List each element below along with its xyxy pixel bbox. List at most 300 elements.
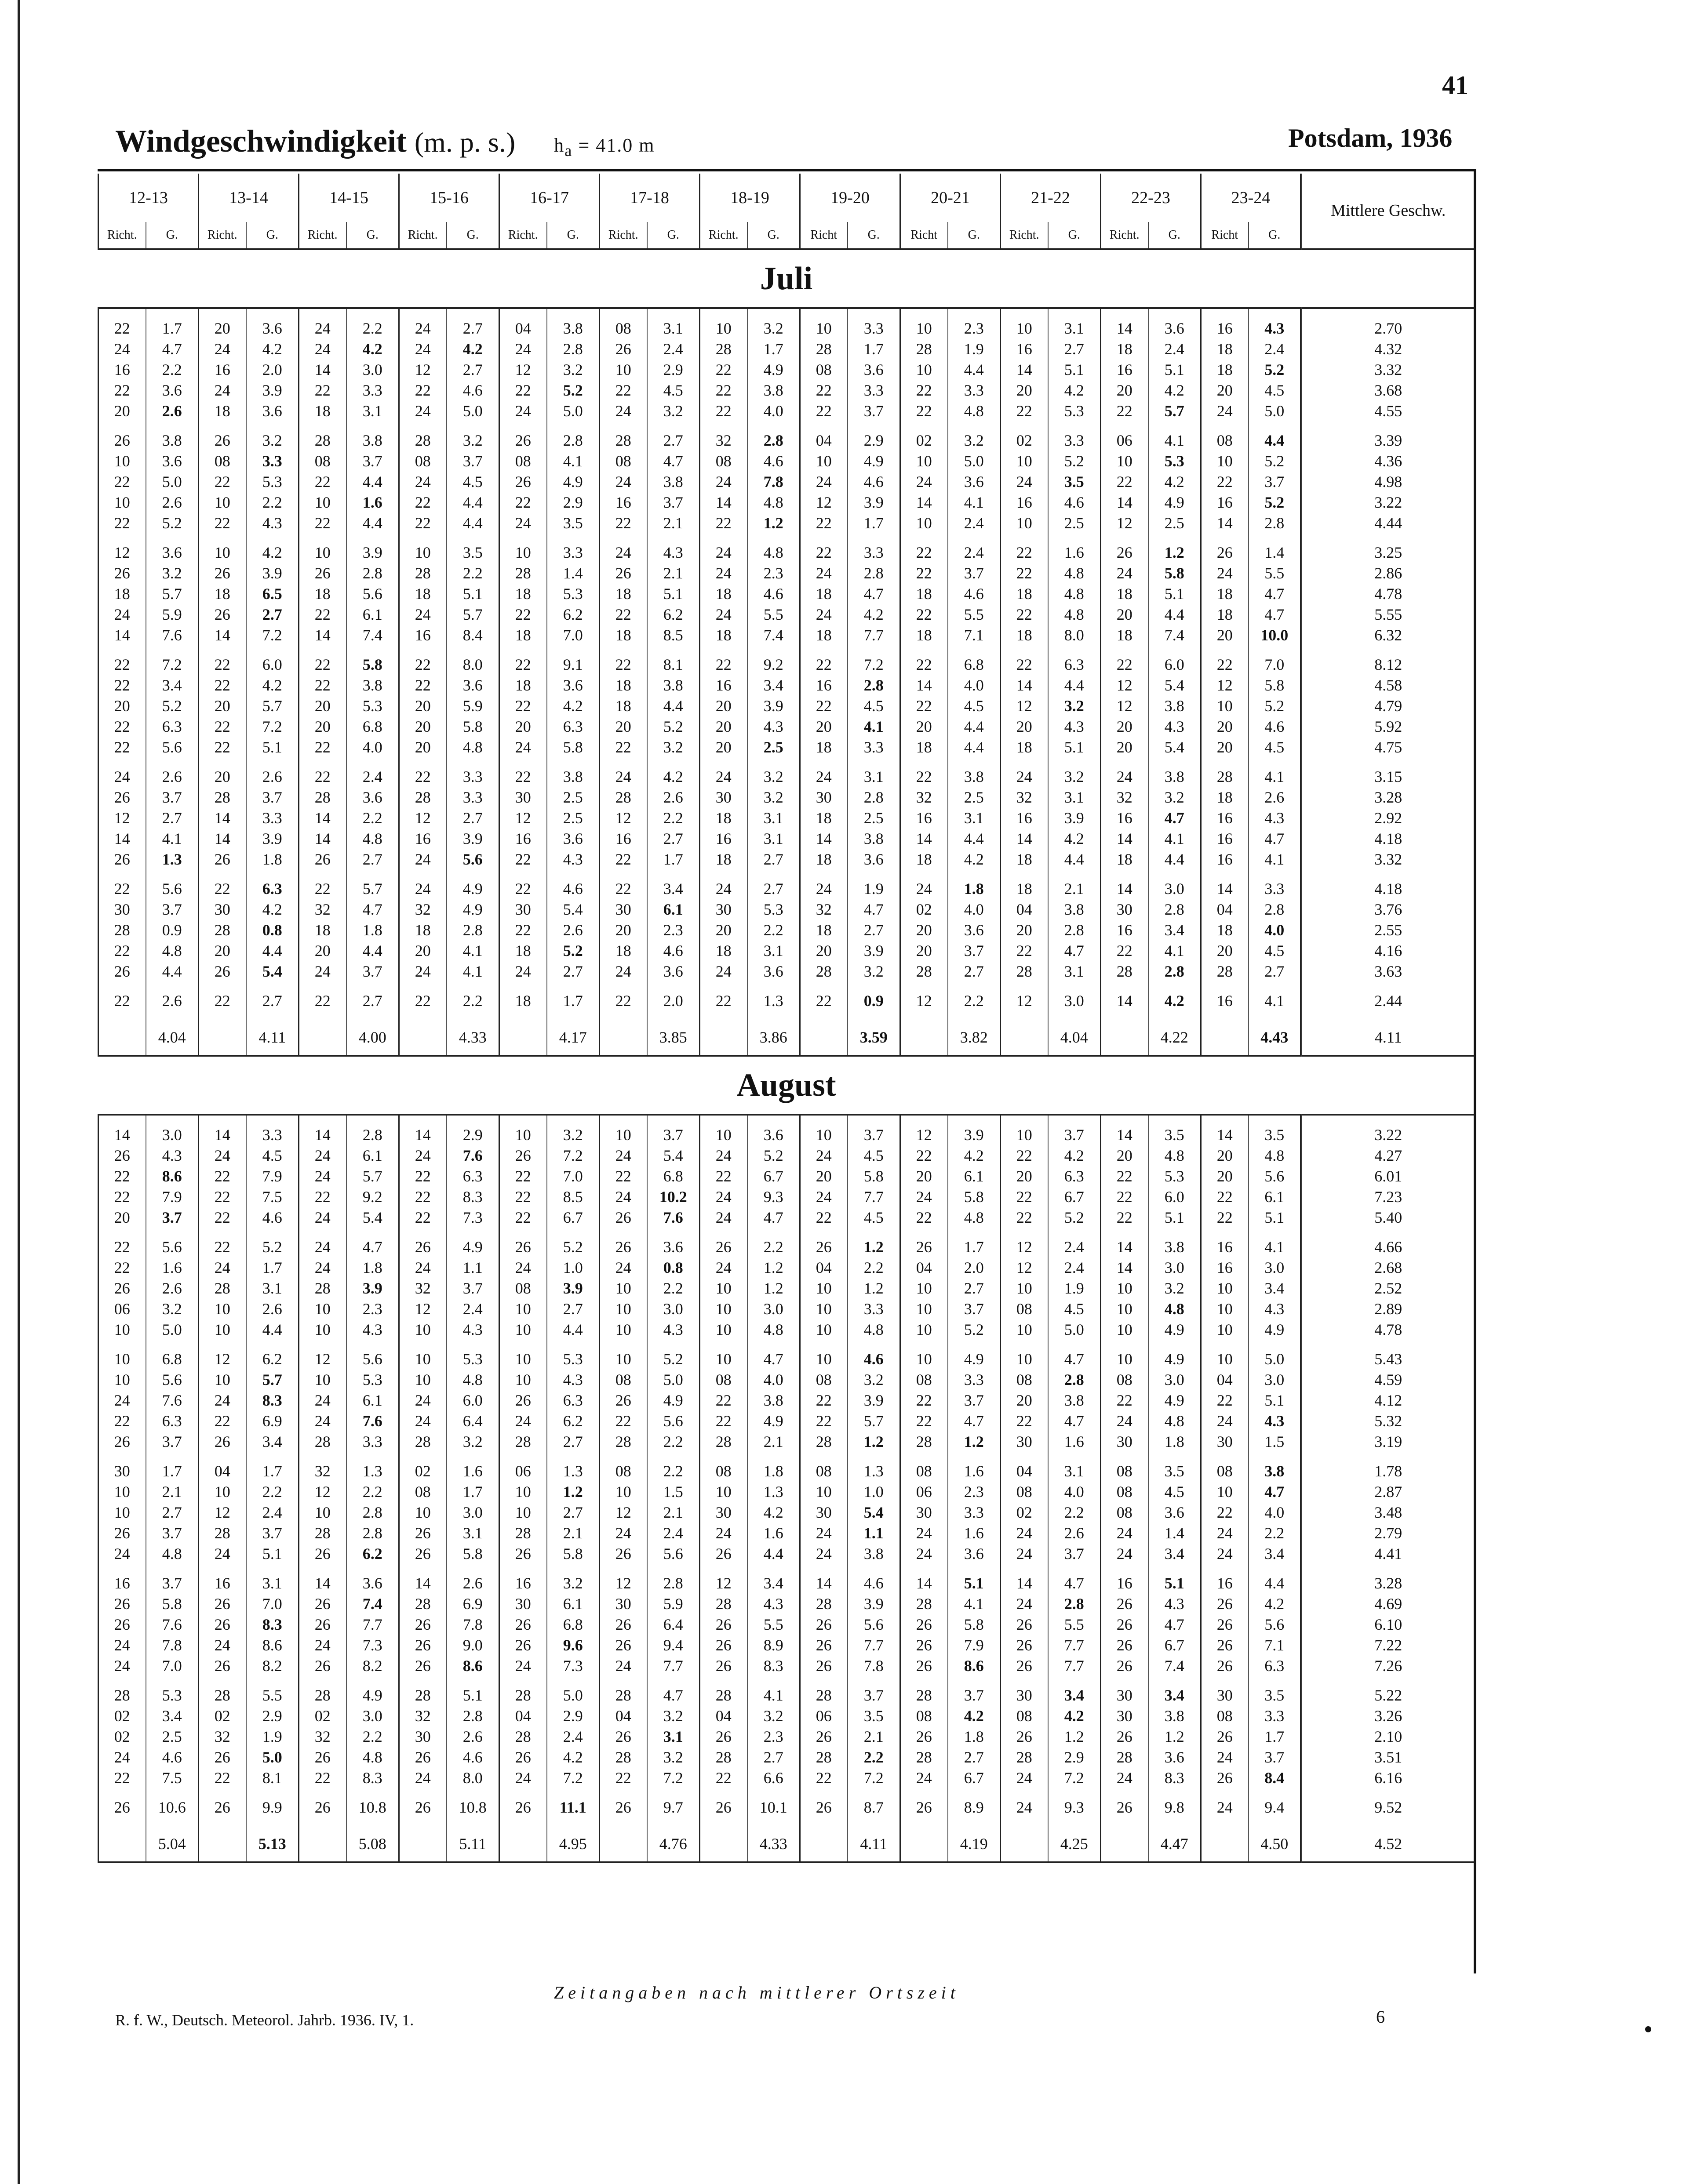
speed-cell: 2.7 (447, 318, 499, 338)
speed-cell: 5.2 (547, 1236, 600, 1257)
direction-cell: 30 (1201, 1685, 1249, 1705)
speed-cell: 5.4 (246, 961, 299, 981)
direction-cell: 28 (499, 1523, 547, 1543)
gap-cell (399, 1228, 447, 1236)
speed-cell: 4.1 (848, 716, 900, 737)
speed-cell: 1.4 (1148, 1523, 1201, 1543)
speed-cell: 1.3 (346, 1461, 399, 1481)
direction-cell: 14 (299, 625, 346, 645)
daily-mean-cell: 3.32 (1301, 359, 1475, 380)
direction-cell: 28 (900, 1685, 948, 1705)
gap-cell (246, 1011, 299, 1020)
speed-cell: 8.3 (447, 1186, 499, 1207)
speed-col-header: G. (948, 222, 1001, 249)
gap-cell (499, 1115, 547, 1124)
speed-cell: 3.7 (447, 451, 499, 471)
daily-mean-cell: 2.86 (1301, 563, 1475, 583)
speed-cell: 6.0 (447, 1390, 499, 1410)
avg-blank (1001, 1020, 1048, 1056)
direction-cell: 08 (1001, 1369, 1048, 1390)
direction-cell: 14 (399, 1573, 447, 1593)
gap-cell (447, 533, 499, 542)
direction-cell: 22 (1001, 1186, 1048, 1207)
speed-cell: 4.5 (848, 1145, 900, 1166)
direction-cell: 26 (199, 1655, 246, 1676)
speed-cell: 3.8 (1148, 1236, 1201, 1257)
direction-cell: 22 (800, 1767, 848, 1788)
direction-cell: 18 (1101, 583, 1148, 604)
direction-cell: 08 (600, 318, 647, 338)
direction-cell: 22 (98, 716, 146, 737)
gap-cell (246, 981, 299, 990)
direction-cell: 12 (1001, 1236, 1048, 1257)
gap-cell (346, 1788, 399, 1797)
direction-cell: 08 (1001, 1298, 1048, 1319)
direction-cell: 22 (1101, 1390, 1148, 1410)
speed-cell: 3.0 (647, 1298, 700, 1319)
gap-cell (146, 1011, 199, 1020)
gap-cell (146, 1452, 199, 1461)
gap-cell (900, 1788, 948, 1797)
gap-cell (1201, 1340, 1249, 1348)
gap-cell (900, 645, 948, 654)
gap-cell (146, 1228, 199, 1236)
speed-cell: 7.8 (747, 471, 800, 492)
direction-cell: 16 (1201, 318, 1249, 338)
gap-cell (299, 1452, 346, 1461)
gap-cell (246, 1340, 299, 1348)
direction-cell: 18 (900, 583, 948, 604)
speed-cell: 7.6 (146, 1614, 199, 1635)
speed-cell: 1.1 (848, 1523, 900, 1543)
speed-cell: 8.9 (948, 1797, 1001, 1817)
speed-cell: 4.1 (1148, 940, 1201, 961)
direction-cell: 26 (600, 1614, 647, 1635)
speed-cell: 5.8 (948, 1186, 1001, 1207)
direction-cell: 14 (800, 1573, 848, 1593)
speed-cell: 2.6 (447, 1726, 499, 1747)
direction-cell: 20 (1201, 940, 1249, 961)
direction-col-header: Richt. (299, 222, 346, 249)
gap-cell (1001, 645, 1048, 654)
speed-cell: 4.4 (447, 492, 499, 512)
day-row (98, 1236, 1475, 1257)
direction-cell: 10 (800, 451, 848, 471)
direction-cell: 12 (199, 1502, 246, 1523)
day-row (98, 654, 1475, 675)
direction-cell: 14 (199, 1124, 246, 1145)
speed-cell: 5.2 (948, 1319, 1001, 1340)
speed-cell: 4.1 (1249, 849, 1301, 869)
gap-cell (447, 869, 499, 878)
speed-cell: 3.1 (246, 1278, 299, 1298)
speed-cell: 5.8 (547, 1543, 600, 1564)
speed-cell: 2.3 (747, 563, 800, 583)
speed-cell: 5.6 (346, 583, 399, 604)
speed-cell: 2.5 (547, 787, 600, 807)
gap-cell (948, 421, 1001, 430)
speed-cell: 5.5 (1249, 563, 1301, 583)
direction-cell: 14 (700, 492, 747, 512)
speed-cell: 2.6 (547, 919, 600, 940)
gap-cell (447, 1564, 499, 1573)
day-row (98, 878, 1475, 899)
direction-cell: 12 (98, 542, 146, 563)
gap-cell (399, 1676, 447, 1685)
direction-cell: 10 (399, 1348, 447, 1369)
direction-cell: 22 (98, 512, 146, 533)
direction-cell: 02 (1001, 1502, 1048, 1523)
direction-cell: 18 (900, 625, 948, 645)
avg-blank (1201, 1826, 1249, 1862)
speed-cell: 9.7 (647, 1797, 700, 1817)
direction-cell: 16 (499, 1573, 547, 1593)
group-gap (98, 533, 1475, 542)
speed-cell: 2.1 (146, 1481, 199, 1502)
gap-cell (900, 1011, 948, 1020)
direction-cell: 26 (600, 1543, 647, 1564)
speed-cell: 5.5 (747, 604, 800, 625)
direction-cell: 24 (299, 1145, 346, 1166)
speed-cell: 5.7 (146, 583, 199, 604)
direction-cell: 24 (800, 563, 848, 583)
direction-cell: 10 (1101, 1278, 1148, 1298)
direction-cell: 24 (98, 1543, 146, 1564)
direction-cell: 22 (600, 1767, 647, 1788)
direction-cell: 22 (98, 1257, 146, 1278)
gap-cell (1048, 1817, 1101, 1826)
speed-cell: 8.1 (647, 654, 700, 675)
speed-cell: 1.1 (447, 1257, 499, 1278)
gap-cell (1301, 981, 1475, 990)
speed-cell: 3.3 (346, 1431, 399, 1452)
speed-cell: 5.1 (1249, 1390, 1301, 1410)
gap-cell (547, 645, 600, 654)
gap-cell (1148, 1011, 1201, 1020)
day-row (98, 899, 1475, 919)
direction-cell: 30 (1001, 1431, 1048, 1452)
direction-cell: 02 (900, 899, 948, 919)
speed-cell: 4.6 (848, 1348, 900, 1369)
gap-cell (1048, 1011, 1101, 1020)
direction-cell: 26 (399, 1655, 447, 1676)
gap-cell (299, 1788, 346, 1797)
speed-cell: 3.3 (848, 737, 900, 757)
page-number: 41 (1442, 71, 1468, 100)
speed-cell: 2.8 (848, 787, 900, 807)
day-row (98, 380, 1475, 400)
speed-cell: 6.0 (246, 654, 299, 675)
speed-cell: 5.3 (747, 899, 800, 919)
direction-cell: 26 (98, 1797, 146, 1817)
direction-cell: 24 (1201, 1797, 1249, 1817)
speed-cell: 3.1 (1048, 1461, 1101, 1481)
hourly-average-cell: 5.13 (246, 1826, 299, 1862)
speed-cell: 8.3 (346, 1767, 399, 1788)
speed-cell: 3.7 (146, 899, 199, 919)
direction-cell: 18 (900, 849, 948, 869)
hourly-average-cell: 3.85 (647, 1020, 700, 1056)
direction-cell: 26 (98, 849, 146, 869)
station-height: $h_a = 41.0$ m (554, 134, 655, 160)
speed-cell: 5.7 (346, 878, 399, 899)
gap-cell (199, 645, 246, 654)
speed-cell: 6.1 (948, 1166, 1001, 1186)
page-edge-line (18, 0, 20, 2184)
direction-cell: 14 (1201, 878, 1249, 899)
gap-cell (1201, 308, 1249, 318)
speed-cell: 2.8 (346, 1502, 399, 1523)
avg-blank (900, 1826, 948, 1862)
speed-cell: 3.9 (848, 940, 900, 961)
direction-cell: 10 (700, 1348, 747, 1369)
speed-cell: 4.9 (1148, 1319, 1201, 1340)
direction-cell: 04 (499, 1705, 547, 1726)
gap-cell (1301, 1788, 1475, 1797)
direction-cell: 26 (900, 1726, 948, 1747)
speed-cell: 1.0 (547, 1257, 600, 1278)
speed-cell: 6.3 (1048, 654, 1101, 675)
speed-cell: 2.2 (246, 1481, 299, 1502)
direction-cell: 10 (900, 318, 948, 338)
direction-cell: 04 (1001, 1461, 1048, 1481)
direction-cell: 26 (499, 1635, 547, 1655)
speed-cell: 4.8 (1048, 563, 1101, 583)
direction-cell: 18 (800, 849, 848, 869)
day-row (98, 542, 1475, 563)
speed-cell: 4.3 (246, 512, 299, 533)
speed-cell: 8.6 (246, 1635, 299, 1655)
direction-cell: 18 (299, 583, 346, 604)
direction-cell: 22 (98, 318, 146, 338)
speed-cell: 5.0 (447, 400, 499, 421)
hour-header: 12-13 (98, 174, 199, 222)
hourly-average-cell: 5.04 (146, 1826, 199, 1862)
direction-cell: 24 (499, 1767, 547, 1788)
speed-cell: 3.7 (1249, 471, 1301, 492)
hourly-average-cell: 4.04 (1048, 1020, 1101, 1056)
direction-cell: 16 (700, 675, 747, 695)
speed-cell: 1.8 (747, 1461, 800, 1481)
speed-cell: 10.8 (447, 1797, 499, 1817)
direction-cell: 22 (199, 1186, 246, 1207)
gap-cell (800, 645, 848, 654)
day-row (98, 471, 1475, 492)
direction-cell: 08 (1101, 1461, 1148, 1481)
speed-cell: 4.7 (647, 451, 700, 471)
speed-cell: 4.5 (848, 695, 900, 716)
gap-cell (199, 308, 246, 318)
gap-cell (346, 1564, 399, 1573)
gap-cell (700, 1228, 747, 1236)
direction-cell: 22 (700, 512, 747, 533)
speed-cell: 6.8 (346, 716, 399, 737)
direction-cell: 24 (299, 1166, 346, 1186)
speed-cell: 3.8 (747, 380, 800, 400)
gap-cell (246, 1817, 299, 1826)
gap-cell (600, 645, 647, 654)
direction-cell: 22 (900, 1145, 948, 1166)
speed-cell: 3.2 (647, 1705, 700, 1726)
speed-cell: 3.8 (848, 1543, 900, 1564)
direction-cell: 30 (800, 787, 848, 807)
gap-cell (146, 1817, 199, 1826)
speed-cell: 7.2 (848, 1767, 900, 1788)
gap-cell (948, 1817, 1001, 1826)
gap-cell (1301, 1676, 1475, 1685)
direction-cell: 26 (700, 1614, 747, 1635)
gap-cell (948, 308, 1001, 318)
speed-cell: 7.4 (1148, 1655, 1201, 1676)
gap-cell (499, 308, 547, 318)
day-row (98, 1348, 1475, 1369)
monthly-average-row (98, 1020, 1475, 1056)
gap-cell (299, 757, 346, 766)
speed-cell: 3.0 (146, 1124, 199, 1145)
direction-cell: 22 (399, 766, 447, 787)
speed-cell: 7.0 (246, 1593, 299, 1614)
direction-cell: 16 (399, 828, 447, 849)
speed-cell: 8.7 (848, 1797, 900, 1817)
speed-cell: 2.8 (1048, 919, 1101, 940)
gap-cell (146, 1788, 199, 1797)
speed-cell: 9.1 (547, 654, 600, 675)
speed-cell: 3.4 (1148, 1543, 1201, 1564)
gap-cell (900, 1452, 948, 1461)
speed-cell: 6.8 (948, 654, 1001, 675)
gap-cell (1048, 1788, 1101, 1797)
speed-cell: 2.1 (647, 512, 700, 533)
direction-cell: 10 (1201, 1481, 1249, 1502)
direction-cell: 28 (499, 563, 547, 583)
direction-cell: 12 (900, 990, 948, 1011)
direction-cell: 14 (1201, 512, 1249, 533)
direction-cell: 28 (800, 338, 848, 359)
speed-cell: 1.7 (146, 1461, 199, 1481)
direction-cell: 10 (299, 1369, 346, 1390)
day-row (98, 1593, 1475, 1614)
direction-cell: 24 (299, 1635, 346, 1655)
speed-cell: 1.2 (1148, 1726, 1201, 1747)
speed-cell: 3.6 (246, 400, 299, 421)
speed-cell: 2.4 (246, 1502, 299, 1523)
direction-cell: 18 (199, 583, 246, 604)
direction-cell: 20 (199, 318, 246, 338)
direction-cell: 26 (1201, 1635, 1249, 1655)
speed-cell: 2.5 (848, 807, 900, 828)
gap-cell (747, 1452, 800, 1461)
direction-cell: 20 (900, 716, 948, 737)
gap-cell (346, 645, 399, 654)
gap-cell (346, 869, 399, 878)
direction-cell: 26 (499, 1797, 547, 1817)
daily-mean-cell: 2.55 (1301, 919, 1475, 940)
gap-cell (399, 869, 447, 878)
speed-cell: 2.3 (346, 1298, 399, 1319)
direction-cell: 24 (499, 338, 547, 359)
speed-cell: 1.6 (447, 1461, 499, 1481)
speed-cell: 4.9 (447, 1236, 499, 1257)
hour-header: 13-14 (199, 174, 299, 222)
direction-cell: 10 (800, 1278, 848, 1298)
speed-cell: 4.7 (1048, 1573, 1101, 1593)
direction-cell: 10 (499, 1298, 547, 1319)
speed-cell: 3.6 (1148, 318, 1201, 338)
speed-cell: 3.4 (647, 878, 700, 899)
direction-cell: 22 (199, 1207, 246, 1228)
direction-cell: 28 (800, 1431, 848, 1452)
speed-cell: 4.4 (948, 359, 1001, 380)
direction-cell: 10 (900, 1319, 948, 1340)
speed-cell: 3.0 (346, 359, 399, 380)
speed-cell: 6.1 (1249, 1186, 1301, 1207)
gap-cell (399, 533, 447, 542)
direction-cell: 18 (600, 940, 647, 961)
speed-cell: 3.1 (747, 807, 800, 828)
speed-cell: 3.0 (1148, 1369, 1201, 1390)
time-note: Zeitangaben nach mittlerer Ortszeit (554, 1983, 960, 2002)
day-row (98, 338, 1475, 359)
speed-cell: 7.7 (848, 1635, 900, 1655)
day-row (98, 766, 1475, 787)
speed-cell: 7.6 (146, 1390, 199, 1410)
group-gap (98, 1011, 1475, 1020)
speed-cell: 10.2 (647, 1186, 700, 1207)
gap-cell (1048, 1676, 1101, 1685)
direction-cell: 32 (399, 1278, 447, 1298)
speed-cell: 4.7 (848, 583, 900, 604)
direction-cell: 18 (499, 990, 547, 1011)
gap-cell (399, 1115, 447, 1124)
gap-cell (948, 1228, 1001, 1236)
daily-mean-cell: 3.51 (1301, 1747, 1475, 1767)
speed-cell: 5.2 (1249, 359, 1301, 380)
speed-cell: 7.2 (647, 1767, 700, 1788)
speed-cell: 2.2 (246, 492, 299, 512)
direction-cell: 24 (1001, 766, 1048, 787)
direction-cell: 10 (199, 1319, 246, 1340)
daily-mean-cell: 3.39 (1301, 430, 1475, 451)
direction-cell: 22 (900, 766, 948, 787)
direction-cell: 12 (98, 807, 146, 828)
direction-cell: 30 (700, 899, 747, 919)
speed-cell: 4.2 (246, 675, 299, 695)
direction-cell: 22 (299, 512, 346, 533)
gap-cell (647, 1788, 700, 1797)
speed-cell: 7.6 (146, 625, 199, 645)
page-title (115, 123, 655, 160)
direction-cell: 22 (299, 380, 346, 400)
gap-cell (547, 869, 600, 878)
speed-cell: 6.8 (647, 1166, 700, 1186)
direction-cell: 20 (399, 716, 447, 737)
speed-cell: 2.7 (447, 359, 499, 380)
speed-cell: 4.1 (1249, 1236, 1301, 1257)
gap-cell (146, 421, 199, 430)
speed-cell: 3.3 (948, 1369, 1001, 1390)
title-unit: (m. p. s.) (414, 127, 516, 158)
speed-cell: 4.7 (747, 1207, 800, 1228)
hourly-average-cell: 4.47 (1148, 1826, 1201, 1862)
hour-header: 22-23 (1101, 174, 1201, 222)
direction-cell: 20 (800, 940, 848, 961)
gap-cell (1201, 1228, 1249, 1236)
gap-cell (747, 421, 800, 430)
speed-cell: 3.6 (346, 1573, 399, 1593)
direction-cell: 10 (399, 1319, 447, 1340)
direction-cell: 18 (299, 919, 346, 940)
speed-cell: 4.4 (246, 940, 299, 961)
